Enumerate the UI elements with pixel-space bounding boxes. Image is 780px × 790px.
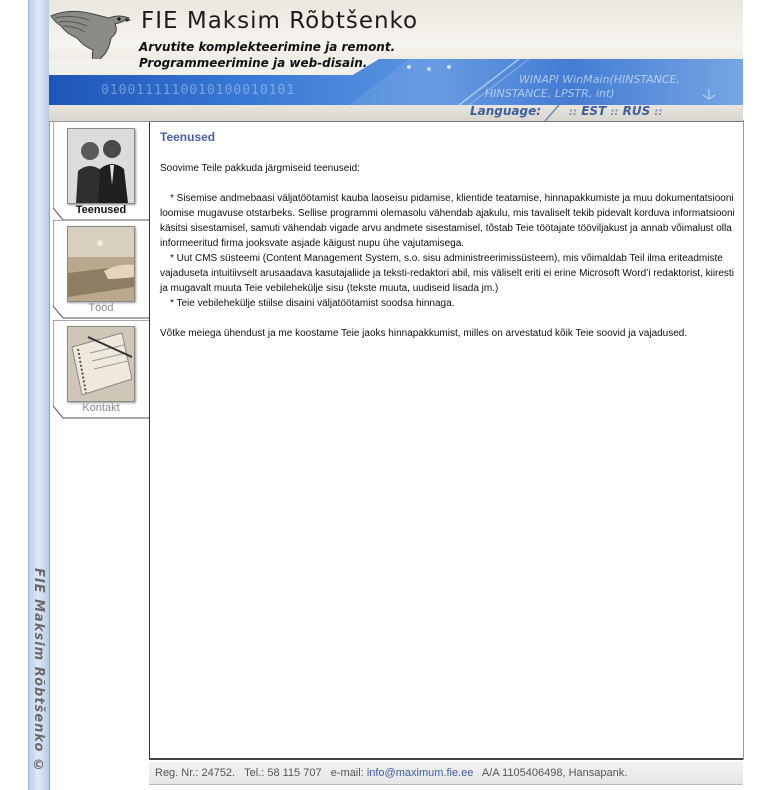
- main-content: [160, 130, 738, 341]
- language-label: Language:: [470, 104, 542, 118]
- language-options: [569, 104, 662, 118]
- site-title: FIE Maksim Rõbtšenko: [141, 8, 419, 34]
- code-line-2: HINSTANCE, LPSTR, int): [485, 87, 615, 100]
- content-bottom-border: [149, 758, 743, 760]
- binary-decoration: 0100111110010100010101: [101, 83, 296, 98]
- code-decoration: [485, 73, 715, 101]
- hand-keyboard-photo-icon: [67, 226, 135, 302]
- footer-tel: Tel.: 58 115 707: [244, 767, 322, 779]
- site-header: [49, 0, 743, 122]
- code-line-1: WINAPI WinMain(HINSTANCE,: [519, 73, 681, 86]
- service-item: * Teie vebilehekülje stiilse disaini väljatöötamist soodsa hinnaga.: [170, 298, 455, 309]
- service-item: * Uut CMS süsteemi (Content Management System, s.o. sisu administreerimissüsteem), mis võimaldab Teil ilma eriteadmiste vajaduseta intuitiivselt arusaadava kasutajaliide ja teksti-redaktori abil, mis väliselt eriti ei erine Microsoft Word’i redaktorist, kiiresti ja mugavalt muuta Teie vebilehekülje sisu (tekste muuta, uudiseid lisada jm.): [160, 253, 734, 294]
- nav-tab-kontakt[interactable]: [53, 320, 149, 418]
- footer-email-link[interactable]: info@maximum.fie.ee: [366, 767, 474, 779]
- content-top-border: [149, 121, 743, 122]
- site-subtitle-2: Programmeerimine ja web-disain.: [139, 56, 368, 70]
- nav-tab-teenused[interactable]: [53, 122, 149, 220]
- site-footer: [149, 762, 743, 785]
- language-separator: ::: [654, 107, 663, 118]
- right-divider: [743, 120, 744, 760]
- vertical-site-name: FIE Maksim Rõbtšenko ©: [31, 568, 46, 775]
- intro-text: Soovime Teile pakkuda järgmiseid teenuseid:: [160, 163, 360, 174]
- footer-email-label: e-mail:: [330, 767, 364, 779]
- footer-reg: Reg. Nr.: 24752.: [155, 767, 236, 779]
- nav-label-kontakt: Kontakt: [82, 402, 120, 414]
- language-separator: ::: [610, 107, 619, 118]
- page-title: Teenused: [160, 130, 216, 144]
- nav-label-tood: Tööd: [88, 302, 114, 314]
- content-border: [149, 121, 150, 759]
- closing-text: Võtke meiega ühendust ja me koostame Teie jaoks hinnapakkumist, milles on arvestatud kõik Teie soovid ja vajadused.: [160, 328, 688, 339]
- spacer: [160, 176, 738, 191]
- business-people-photo-icon: [67, 128, 135, 204]
- site-subtitle-1: Arvutite komplekteerimine ja remont.: [139, 40, 396, 54]
- spacer: [160, 311, 738, 326]
- footer-bank: A/A 1105406498, Hansapank.: [481, 767, 628, 779]
- language-rus-link[interactable]: RUS: [622, 104, 651, 118]
- nav-label-teenused: Teenused: [75, 204, 127, 216]
- notebook-pen-photo-icon: [67, 326, 135, 402]
- footer-text: [155, 762, 627, 784]
- language-est-link[interactable]: EST: [581, 104, 607, 118]
- language-separator: ::: [569, 107, 577, 118]
- nav-tab-tood[interactable]: [53, 220, 149, 318]
- service-item: * Sisemise andmebaasi väljatöötamist kauba laoseisu pidamise, klientide teatamise, hinnapakkumiste ja muu dokumentatsiooni loomise mugavuse otstarbeks. Sellise programmi olemasolu vähendab ajakulu, mis tavaliselt tekib pidevalt korduva informatsiooni käsitsi sisestamisel, samuti vähendab vigade arvu andmete sisestamisel, tõstab Teie töötajate tööviljakust ja annab võimalust olla informeeritud firma jooksvate asjade käigust nupu ühe vajutamisega.: [160, 193, 735, 249]
